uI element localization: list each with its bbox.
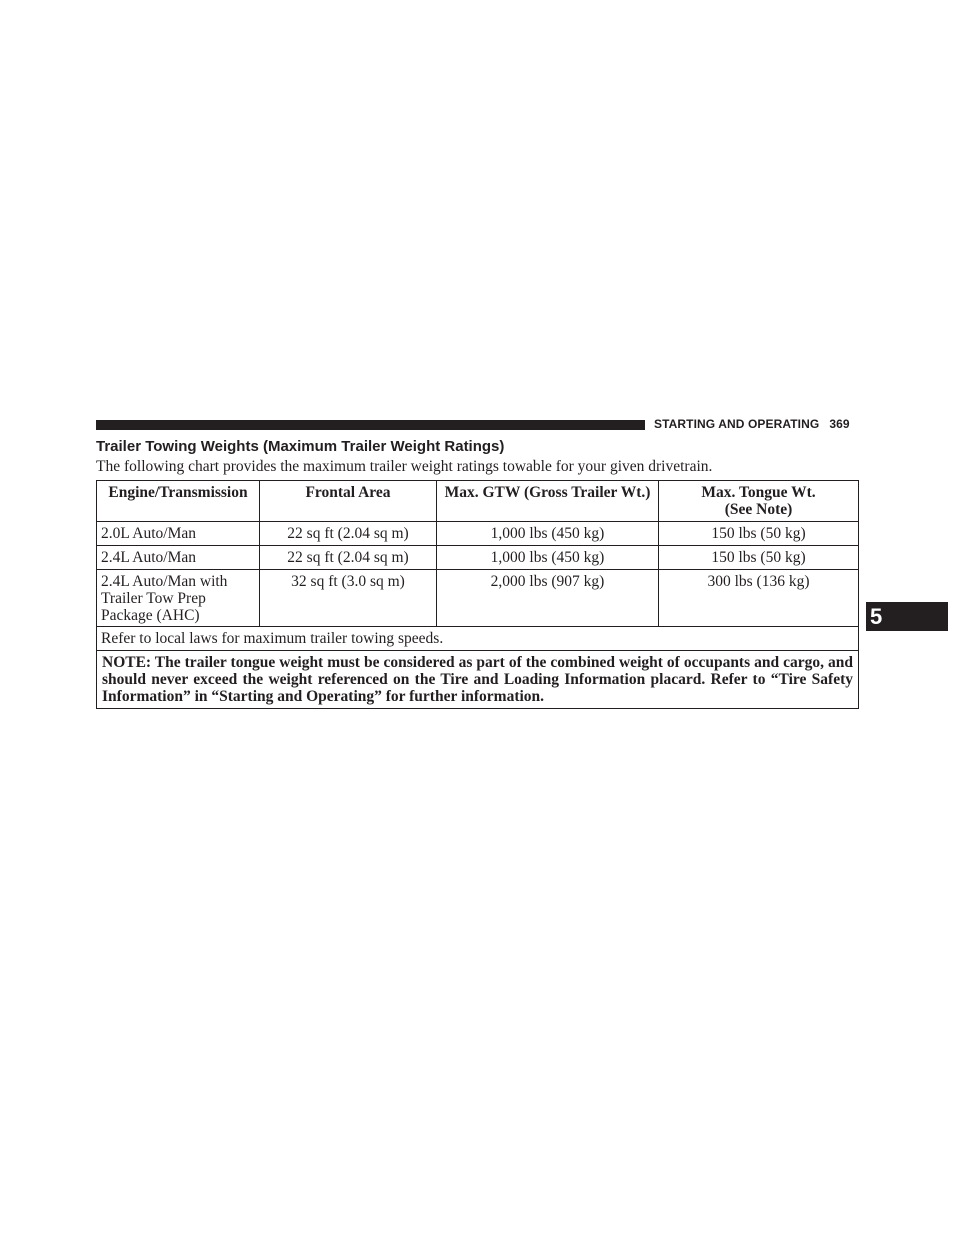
cell-engine: 2.0L Auto/Man (97, 522, 260, 546)
engine-line-1: 2.4L Auto/Man with (101, 573, 228, 590)
cell-max-tongue: 150 lbs (50 kg) (659, 546, 859, 570)
cell-frontal-area: 22 sq ft (2.04 sq m) (260, 546, 437, 570)
chapter-number: 5 (870, 604, 883, 629)
header-frontal-area: Frontal Area (260, 481, 437, 522)
header-engine: Engine/Transmission (97, 481, 260, 522)
table-row (97, 522, 859, 546)
table-row (97, 546, 859, 570)
header-tongue-line-1: Max. Tongue Wt. (701, 484, 816, 501)
speed-law-note: Refer to local laws for maximum trailer towing speeds. (97, 627, 859, 651)
cell-max-tongue: 150 lbs (50 kg) (659, 522, 859, 546)
cell-max-tongue: 300 lbs (136 kg) (659, 570, 859, 627)
cell-max-gtw: 2,000 lbs (907 kg) (437, 570, 659, 627)
table-header-row (97, 481, 859, 522)
section-title: Trailer Towing Weights (Maximum Trailer Weight Ratings) (96, 438, 505, 455)
header-rule (96, 420, 645, 430)
engine-line-2: Trailer Tow Prep (101, 590, 206, 607)
table-row (97, 570, 859, 627)
cell-max-gtw: 1,000 lbs (450 kg) (437, 522, 659, 546)
towing-weights-table (96, 480, 859, 709)
cell-max-gtw: 1,000 lbs (450 kg) (437, 546, 659, 570)
tongue-weight-note: NOTE: The trailer tongue weight must be considered as part of the combined weight of occupants and cargo, and should never exceed the weight referenced on the Tire and Loading Information placard. Refer to “Tire Safety Information” in “Starting and Operating” for further information. (97, 651, 859, 709)
page-number: 369 (829, 417, 850, 431)
header-section-name: STARTING AND OPERATING (654, 417, 820, 431)
table-footer-row (97, 627, 859, 651)
header-max-tongue (659, 481, 859, 522)
header-tongue-line-2: (See Note) (724, 501, 793, 518)
engine-line-3: Package (AHC) (101, 607, 200, 624)
cell-engine: 2.4L Auto/Man (97, 546, 260, 570)
table-note-row (97, 651, 859, 709)
cell-frontal-area: 22 sq ft (2.04 sq m) (260, 522, 437, 546)
header-max-gtw: Max. GTW (Gross Trailer Wt.) (437, 481, 659, 522)
intro-paragraph: The following chart provides the maximum trailer weight ratings towable for your given drivetrain. (96, 458, 713, 475)
cell-engine (97, 570, 260, 627)
running-header (654, 417, 850, 431)
cell-frontal-area: 32 sq ft (3.0 sq m) (260, 570, 437, 627)
chapter-tab (866, 602, 948, 631)
